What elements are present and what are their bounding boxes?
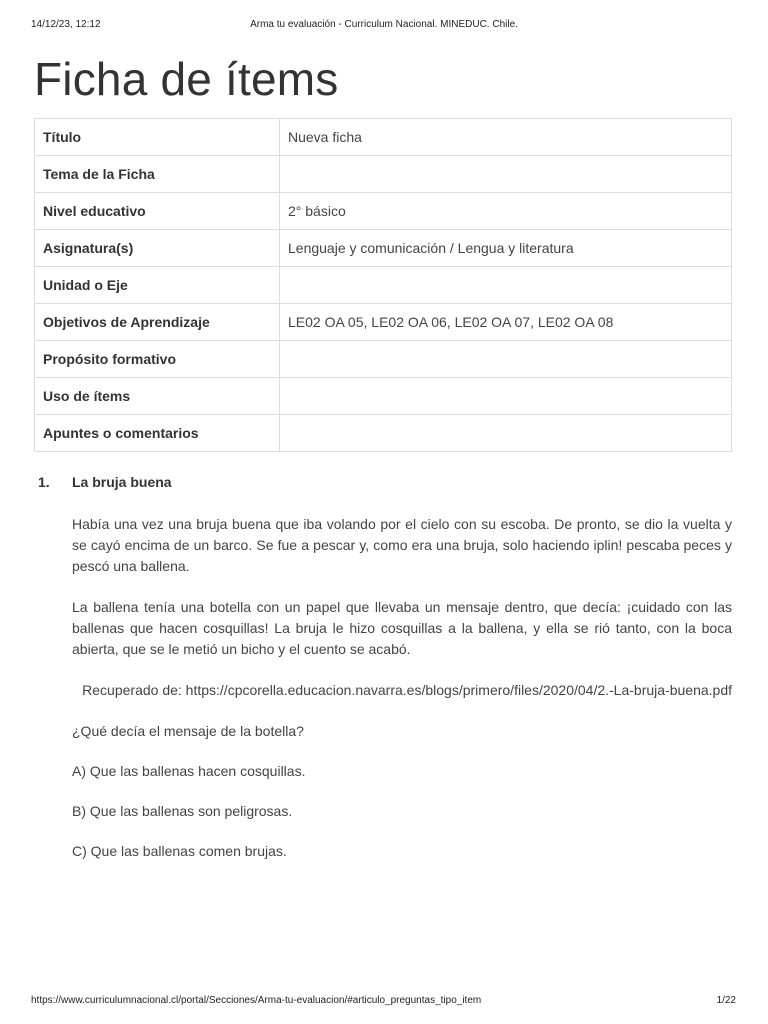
answer-option: A) Que las ballenas hacen cosquillas.: [72, 763, 306, 779]
table-row: [35, 378, 732, 415]
print-header: [0, 19, 768, 33]
row-value: [280, 267, 732, 304]
item-header: [38, 474, 732, 496]
row-value: [280, 156, 732, 193]
story-paragraph: La ballena tenía una botella con un papel que llevaba un mensaje dentro, que decía: ¡cuidado con las ballenas que hacen cosquillas! La bruja le hizo cosquillas a la ballena, y ella se rió tanto, con la boca abierta, que se le metió un bicho y el cuento se acabó.: [72, 599, 732, 657]
row-label: Propósito formativo: [35, 341, 280, 378]
print-page-title: Arma tu evaluación - Curriculum Nacional. MINEDUC. Chile.: [250, 19, 518, 30]
table-row: [35, 156, 732, 193]
table-row: [35, 230, 732, 267]
table-row: [35, 304, 732, 341]
item-sheet-table: [34, 118, 732, 452]
page-counter: 1/22: [716, 995, 736, 1006]
answer-option: B) Que las ballenas son peligrosas.: [72, 803, 293, 819]
row-label: Tema de la Ficha: [35, 156, 280, 193]
row-value: [280, 341, 732, 378]
row-value: Nueva ficha: [280, 119, 732, 156]
row-label: Asignatura(s): [35, 230, 280, 267]
source-citation: Recuperado de: https://cpcorella.educacion.navarra.es/blogs/primero/files/2020/04/2.-La-bruja-buena.pdf: [82, 682, 732, 698]
row-label: Uso de ítems: [35, 378, 280, 415]
print-footer: [0, 995, 768, 1009]
question-text: ¿Qué decía el mensaje de la botella?: [72, 723, 304, 739]
row-value: [280, 415, 732, 452]
story-paragraph: Había una vez una bruja buena que iba volando por el cielo con su escoba. De pronto, se dio la vuelta y se cayó encima de un barco. Se fue a pescar y, como era una bruja, solo haciendo iplin! pescaba peces y pescó una ballena.: [72, 516, 732, 574]
row-label: Nivel educativo: [35, 193, 280, 230]
table-row: [35, 193, 732, 230]
item-number: 1.: [38, 474, 50, 490]
row-value: [280, 378, 732, 415]
row-label: Objetivos de Aprendizaje: [35, 304, 280, 341]
row-value: 2° básico: [280, 193, 732, 230]
page-title: Ficha de ítems: [34, 53, 339, 105]
row-value: Lenguaje y comunicación / Lengua y literatura: [280, 230, 732, 267]
row-label: Título: [35, 119, 280, 156]
item-body: [72, 514, 732, 862]
table-row: [35, 415, 732, 452]
question-item: [38, 474, 732, 862]
row-label: Unidad o Eje: [35, 267, 280, 304]
print-date: 14/12/23, 12:12: [31, 19, 101, 30]
item-title: La bruja buena: [72, 474, 172, 490]
print-url: https://www.curriculumnacional.cl/portal/Secciones/Arma-tu-evaluacion/#articulo_preguntas_tipo_item: [31, 995, 482, 1006]
row-label: Apuntes o comentarios: [35, 415, 280, 452]
row-value: LE02 OA 05, LE02 OA 06, LE02 OA 07, LE02 OA 08: [280, 304, 732, 341]
table-row: [35, 267, 732, 304]
table-row: [35, 341, 732, 378]
answer-option: C) Que las ballenas comen brujas.: [72, 843, 287, 859]
table-row: [35, 119, 732, 156]
